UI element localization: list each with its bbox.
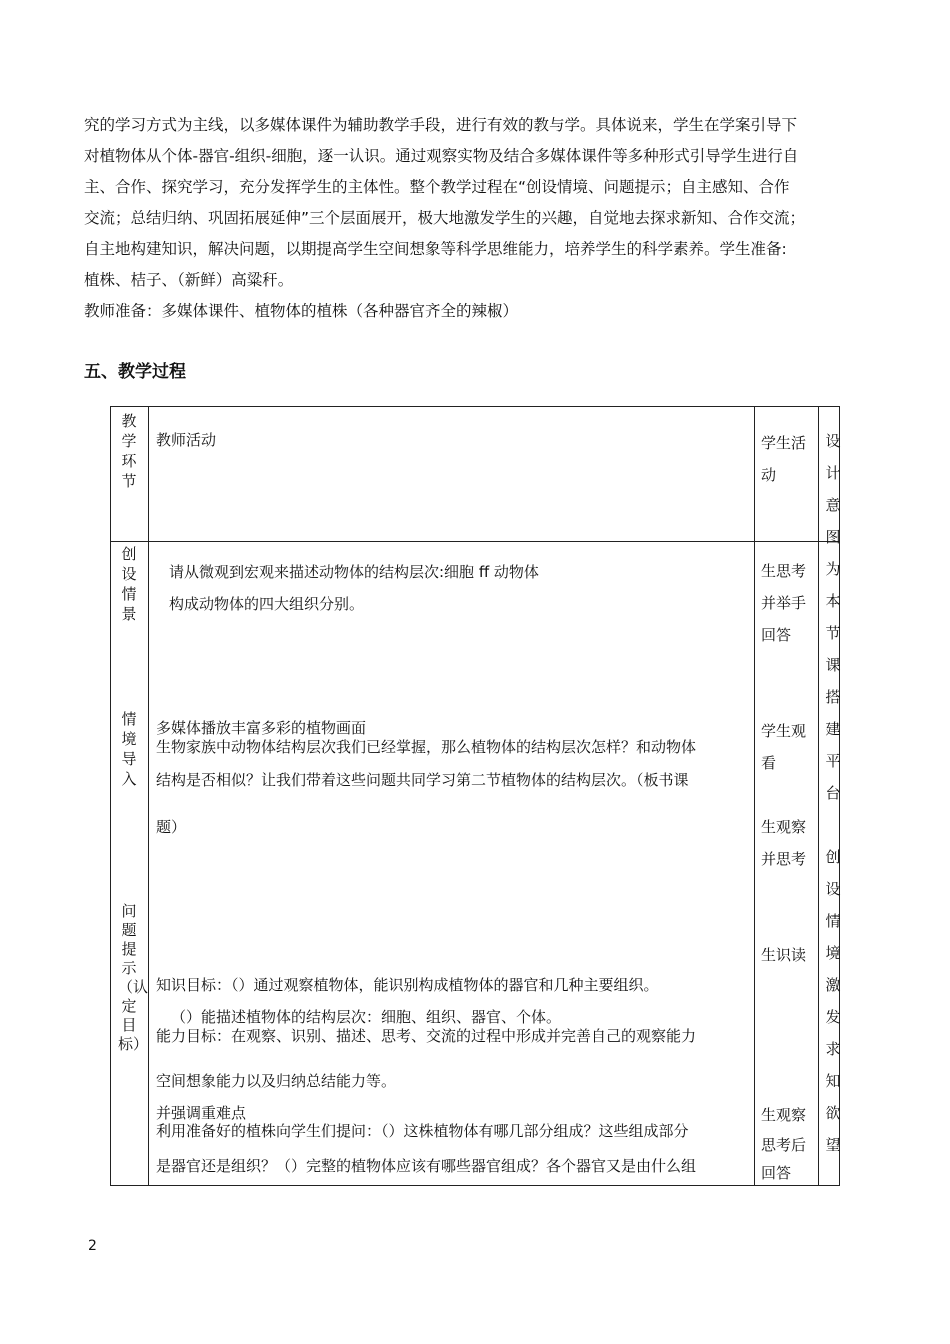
header-divider (111, 541, 839, 542)
intro-paragraph (84, 110, 874, 327)
design-intent-motivation: 创设情境激发求知欲望 (825, 848, 841, 1154)
teacher-line: 并强调重难点 (156, 1104, 247, 1122)
stage-create-scene: 创设情景 (121, 545, 137, 623)
teacher-line: 是器官还是组织？（）完整的植物体应该有哪些器官组成？各个器官又是由什么组 (156, 1157, 697, 1175)
student-line: 看 (761, 754, 777, 772)
student-line: 回答 (761, 1164, 792, 1182)
teacher-line: 题） (156, 818, 187, 836)
teacher-line: 能力目标：在观察、识别、描述、思考、交流的过程中形成并完善自己的观察能力 (156, 1027, 697, 1045)
intro-line: 教师准备：多媒体课件、植物体的植株（各种器官齐全的辣椒） (84, 302, 519, 320)
column-divider (754, 407, 755, 1185)
section-title: 五、教学过程 (84, 362, 186, 382)
intro-line: 对植物体从个体-器官-组织-细胞，逐一认识。通过观察实物及结合多媒体课件等多种形式引导学生进行自 (84, 147, 799, 165)
student-line: 回答 (761, 626, 792, 644)
teaching-process-table (110, 406, 840, 1186)
column-divider (818, 407, 819, 1185)
student-line: 生思考 (761, 562, 807, 580)
column-divider (148, 407, 149, 1185)
intro-line: 植株、桔子、（新鲜）高粱秆。 (84, 271, 294, 289)
page-number: 2 (88, 1238, 97, 1254)
student-line: 生观察 (761, 1106, 807, 1124)
student-line: 并举手 (761, 594, 807, 612)
student-line: 思考后 (761, 1136, 807, 1154)
teacher-line: （）能描述植物体的结构层次：细胞、组织、器官、个体。 (171, 1008, 562, 1026)
intro-line: 交流；总结归纳、巩固拓展延伸”三个层面展开，极大地激发学生的兴趣，自觉地去探求新知、合作交流； (84, 209, 806, 227)
intro-line: 自主地构建知识，解决问题，以期提高学生空间想象等科学思维能力，培养学生的科学素养。学生准备: (84, 240, 787, 258)
header-student-activity: 学生活动 (761, 434, 807, 484)
header-teacher-activity: 教师活动 (156, 431, 217, 449)
header-design-intent: 设计意图 (825, 432, 841, 546)
teacher-line: 构成动物体的四大组织分别。 (169, 595, 365, 613)
student-line: 生观察 (761, 818, 807, 836)
stage-scene-intro: 情境导入 (121, 710, 137, 788)
student-line: 学生观 (761, 722, 807, 740)
header-stage: 教学环节 (121, 412, 137, 490)
teacher-line: 生物家族中动物体结构层次我们已经掌握，那么植物体的结构层次怎样？和动物体 (156, 738, 697, 756)
student-line: 生识读 (761, 946, 807, 964)
teacher-line: 空间想象能力以及归纳总结能力等。 (156, 1072, 397, 1090)
teacher-line: 结构是否相似？让我们带着这些问题共同学习第二节植物体的结构层次。（板书课 (156, 771, 689, 789)
stage-problem-hint: 问题提示（认定目标） (118, 902, 149, 1053)
intro-line: 主、合作、探究学习，充分发挥学生的主体性。整个教学过程在“创设情境、问题提示；自主感知、合作 (84, 178, 790, 196)
teacher-line: 多媒体播放丰富多彩的植物画面 (156, 719, 367, 737)
intro-line: 究的学习方式为主线，以多媒体课件为辅助教学手段，进行有效的教与学。具体说来，学生在学案引导下 (84, 116, 798, 134)
student-line: 并思考 (761, 850, 807, 868)
teacher-line: 请从微观到宏观来描述动物体的结构层次:细胞 ff 动物体 (169, 563, 539, 581)
design-intent-platform: 为本节课搭建平台 (825, 560, 841, 802)
teacher-line: 利用准备好的植株向学生们提问：（）这株植物体有哪几部分组成？这些组成部分 (156, 1122, 689, 1140)
teacher-line: 知识目标：（）通过观察植物体，能识别构成植物体的器官和几种主要组织。 (156, 976, 659, 994)
